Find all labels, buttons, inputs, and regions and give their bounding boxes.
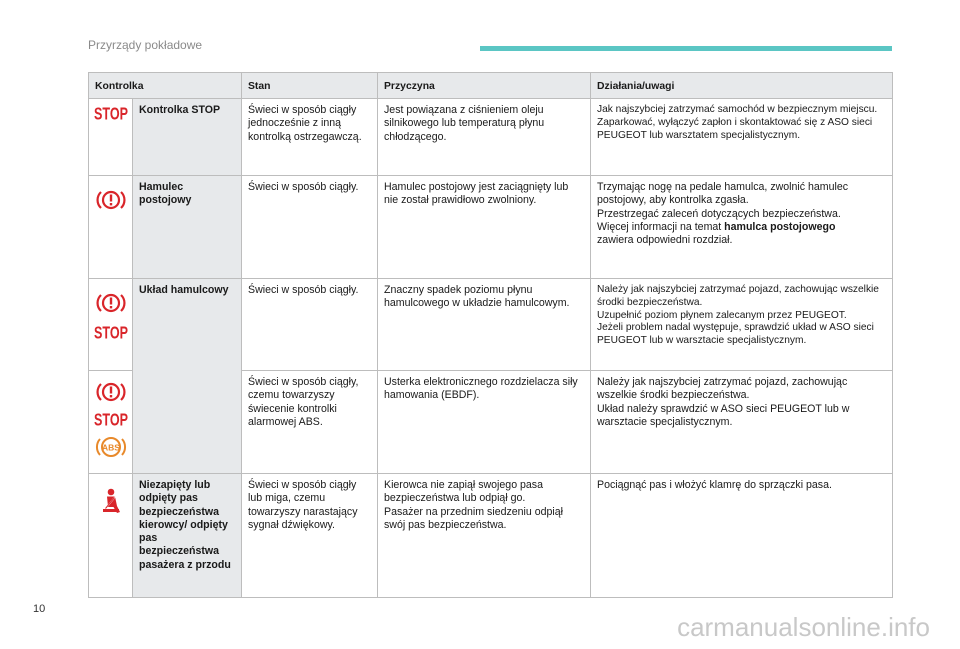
col-header-stan: Stan (242, 73, 378, 99)
col-header-dzialania: Działania/uwagi (591, 73, 893, 99)
table-row (89, 474, 893, 598)
light-state: Świeci w sposób ciągły, czemu towarzyszy świecenie kontrolki alarmowej ABS. (242, 371, 378, 474)
light-state: Świeci w sposób ciągły. (242, 279, 378, 371)
header-accent-bar (480, 46, 892, 51)
stop-icon-text: STOP (93, 409, 128, 430)
light-cause: Jest powiązana z ciśnieniem oleju silnikowego lub temperaturą płynu chłodzącego. (378, 99, 591, 176)
light-state: Świeci w sposób ciągły. (242, 176, 378, 279)
table-row (89, 176, 893, 279)
light-cause: Hamulec postojowy jest zaciągnięty lub nie został prawidłowo zwolniony. (378, 176, 591, 279)
page-header-title: Przyrządy pokładowe (88, 38, 203, 52)
stop-warning-icon (93, 104, 129, 122)
action-text-post: zawiera odpowiedni rozdział. (597, 234, 733, 247)
table-row (89, 279, 893, 371)
stop-icon-text: STOP (93, 322, 128, 343)
icon-cell (89, 279, 133, 371)
table-header-row (89, 73, 893, 99)
stop-warning-icon (93, 323, 129, 341)
light-cause: Znaczny spadek poziomu płynu hamulcowego w układzie hamulcowym. (378, 279, 591, 371)
col-header-przyczyna: Przyczyna (378, 73, 591, 99)
light-cause: Kierowca nie zapiął swojego pasa bezpieczeństwa lub odpiął go. Pasażer na przednim siedzeniu odpiął swój pas bezpieczeństwa. (378, 474, 591, 598)
light-action: Należy jak najszybciej zatrzymać pojazd, zachowując wszelkie środki bezpieczeństwa. Uzupełnić poziom płynem zalecanym przez PEUGEOT. Jeżeli problem nadal występuje, sprawdzić układ w ASO sieci PEUGEOT lub w warsztacie specjalistycznym. (591, 279, 893, 371)
brake-warning-icon (96, 380, 126, 404)
light-name: Układ hamulcowy (133, 279, 242, 474)
light-action: Jak najszybciej zatrzymać samochód w bezpiecznym miejscu. Zaparkować, wyłączyć zapłon i skontaktować się z ASO sieci PEUGEOT lub warsztatem specjalistycznym. (591, 99, 893, 176)
warning-lights-table (88, 72, 893, 598)
light-name: Niezapięty lub odpięty pas bezpieczeństwa kierowcy/ odpięty pas bezpieczeństwa pasażera z przodu (133, 474, 242, 598)
stop-warning-icon (93, 410, 129, 428)
watermark: carmanualsonline.info (677, 612, 930, 642)
abs-warning-icon (95, 434, 127, 460)
light-state: Świeci w sposób ciągły lub miga, czemu towarzyszy narastający sygnał dźwiękowy. (242, 474, 378, 598)
light-state: Świeci w sposób ciągły jednocześnie z inną kontrolką ostrzegawczą. (242, 99, 378, 176)
col-header-kontrolka: Kontrolka (89, 73, 242, 99)
table-row (89, 99, 893, 176)
icon-cell (89, 371, 133, 474)
stop-icon-text: STOP (93, 103, 128, 124)
action-text-pre: Trzymając nogę na pedale hamulca, zwolnić hamulec postojowy, aby kontrolka zgasła. Przestrzegać zaleceń dotyczących bezpieczeństwa. Więcej informacji na temat (597, 181, 849, 233)
seatbelt-warning-icon (100, 488, 122, 514)
light-action (591, 176, 893, 279)
page-number: 10 (33, 603, 46, 615)
light-name: Kontrolka STOP (133, 99, 242, 176)
light-cause: Usterka elektronicznego rozdzielacza siły hamowania (EBDF). (378, 371, 591, 474)
light-action: Pociągnąć pas i włożyć klamrę do sprzączki pasa. (591, 474, 893, 598)
light-name: Hamulec postojowy (133, 176, 242, 279)
icon-cell (89, 99, 133, 176)
icon-cell (89, 474, 133, 598)
light-action: Należy jak najszybciej zatrzymać pojazd, zachowując wszelkie środki bezpieczeństwa. Układ należy sprawdzić w ASO sieci PEUGEOT lub w warsztacie specjalistycznym. (591, 371, 893, 474)
icon-cell (89, 176, 133, 279)
abs-icon-text: ABS (101, 442, 120, 453)
action-text-bold: hamulca postojowego (724, 220, 836, 233)
brake-warning-icon (96, 188, 126, 212)
brake-warning-icon (96, 291, 126, 315)
